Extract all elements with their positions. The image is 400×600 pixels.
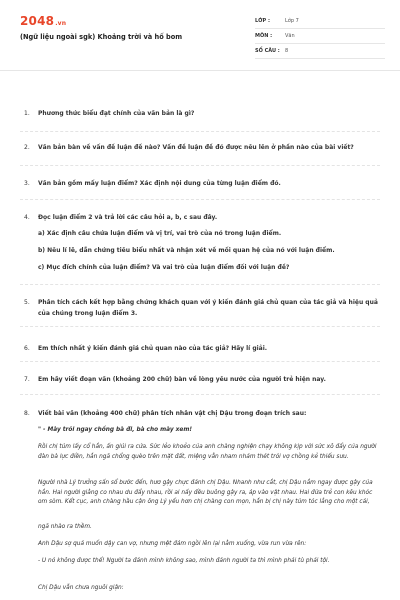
- logo-suffix: .vn: [55, 20, 67, 27]
- excerpt-paragraph: Rồi chị túm lấy cổ hắn, ấn giúi ra cửa. Sức lẻo khoẻo của anh chàng nghiện chạy không kịp với sức xô đẩy của người đàn bà lực điền, hắn ngã chổng quèo trên mặt đất, miệng vẫn nham nhảm thét trói vợ chồng kẻ thiếu sưu.: [38, 444, 377, 460]
- sub-question: b) Nêu lí lẽ, dẫn chứng tiêu biểu nhất và nhận xét về mối quan hệ của nó với luận điểm.: [38, 247, 335, 254]
- excerpt-paragraph: Anh Dậu sợ quá muốn dậy can vợ, nhưng mệt đám ngồi lên lại nằm xuống, vừa run vừa rên:: [38, 541, 307, 547]
- excerpt-paragraph: Chị Dậu vẫn chưa nguôi giận:: [38, 585, 124, 591]
- sub-question: a) Xác định câu chứa luận điểm và vị trí, vai trò của nó trong luận điểm.: [38, 230, 282, 237]
- question-text: Em thích nhất ý kiến đánh giá chủ quan nào của tác giả? Hãy lí giải.: [38, 345, 268, 352]
- question-text: Phân tích cách kết hợp bằng chứng khách quan với ý kiến đánh giá chủ quan của tác giả và hiệu quả của chúng trong luận điểm 3.: [38, 299, 378, 317]
- meta-row-count: [255, 44, 385, 59]
- divider: [20, 199, 380, 200]
- excerpt-paragraph: Người nhà Lý trưởng sấn sổ bước đến, hươ gậy chực đánh chị Dậu. Nhanh như cắt, chị Dậu nắm ngay được gậy của hắn. Hai người giằng co nhau du đẩy nhau, rồi ai nấy đều buông gậy ra, áp vào vật nhau. Hai đứa trẻ con kêu khóc om sòm. Kết cục, anh chàng hầu cận ông Lý yếu hơn chị chàng con mọn, hắn bị chị này túm tóc lẳng cho một cái,: [38, 480, 373, 505]
- question-number: 6.: [24, 345, 30, 352]
- question-number: 8.: [24, 410, 30, 417]
- page-header: [0, 0, 400, 71]
- meta-table: [255, 14, 385, 59]
- sub-question: c) Mục đích chính của luận điểm? Và vai trò của luận điểm đối với luận đề?: [38, 264, 290, 271]
- site-logo[interactable]: [20, 14, 66, 28]
- question-number: 1.: [24, 110, 30, 117]
- meta-label: LỚP :: [255, 18, 270, 24]
- meta-label: MÔN :: [255, 33, 273, 39]
- meta-value: Văn: [285, 33, 295, 39]
- question-text: Phương thức biểu đạt chính của văn bản là gì?: [38, 110, 195, 117]
- question-text: Viết bài văn (khoảng 400 chữ) phân tích nhân vật chị Dậu trong đoạn trích sau:: [38, 410, 307, 417]
- question-text: Văn bản bàn về vấn đề luận đề nào? Vấn đề luận đề đó được nêu lên ở phần nào của bài viết?: [38, 144, 354, 151]
- question-number: 5.: [24, 299, 30, 306]
- divider: [20, 284, 380, 285]
- question-number: 4.: [24, 214, 30, 221]
- excerpt-paragraph: " - Mày trói ngay chồng bà đi, bà cho mày xem!: [38, 427, 193, 433]
- divider: [20, 394, 380, 395]
- meta-row-subject: [255, 29, 385, 44]
- question-number: 3.: [24, 180, 30, 187]
- meta-label: SỐ CÂU :: [255, 48, 280, 54]
- question-text: Em hãy viết đoạn văn (khoảng 200 chữ) bàn về lòng yêu nước của người trẻ hiện nay.: [38, 376, 326, 383]
- question-text: Đọc luận điểm 2 và trả lời các câu hỏi a, b, c sau đây.: [38, 214, 218, 221]
- divider: [20, 326, 380, 327]
- page-title: (Ngữ liệu ngoài sgk) Khoảng trời và hố bom: [20, 33, 183, 41]
- meta-value: Lớp 7: [285, 18, 299, 24]
- divider: [20, 131, 380, 132]
- meta-row-class: [255, 14, 385, 29]
- excerpt-paragraph: - U nó không được thế! Người ta đánh mình không sao, mình đánh người ta thì mình phải tù phải tội.: [38, 558, 330, 564]
- question-number: 7.: [24, 376, 30, 383]
- logo-main: 2048: [20, 14, 55, 28]
- meta-value: 8: [285, 48, 289, 54]
- question-text: Văn bản gồm mấy luận điểm? Xác định nội dung của từng luận điểm đó.: [38, 180, 281, 187]
- question-number: 2.: [24, 144, 30, 151]
- excerpt-paragraph: ngã nhào ra thềm.: [38, 524, 92, 530]
- divider: [20, 165, 380, 166]
- divider: [20, 361, 380, 362]
